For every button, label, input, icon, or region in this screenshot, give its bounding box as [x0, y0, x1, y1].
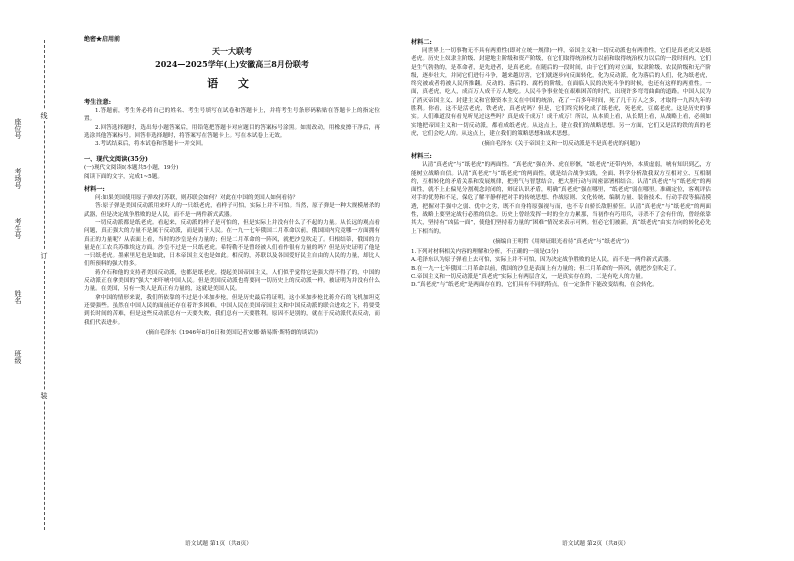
note-item: 3.考试结束后，将本试卷和答题卡一并交回。 — [95, 141, 207, 148]
material-1-label: 材料一: — [84, 186, 105, 194]
material-1-paragraph: 蒋介石和他的支持者美国反动派，也都是纸老虎。提起美国帝国主义，人们似乎觉得它是强大得不得了的，中国的反动派正在拿美国的“强大”来吓唬中国人民。但是美国反动派也将要同一切历史上的反动派一样，被证明为并没有什么力量。在美国，另有一类人是真正有力量的，这就是美国人民。 — [84, 269, 380, 293]
class-field[interactable]: 班级 — [14, 350, 22, 364]
material-3-paragraph: 认清“真老虎”与“纸老虎”的两面性。“真老虎”强在外、虎在形骸，“纸老虎”还带内外，本质虚弱，唬有知识到乙，方能树立战略自信。认清“真老虎”与“纸老虎”的两面性，就是结合战争实践，全面、科学分析敌我双方互相对立、互相制约，互相转化的矛盾关系和发展规律，把勇气与智慧结合，把大胆行动与周密部署相结合。认清“真老虎”与“纸老虎”的两面性，就不上止偏见分割观念封闭的，辩证认识矛盾，明确“真老虎”强在哪里，“纸老虎”弱在哪里。准确定位，客观评估对手的优势和不足，保危了解平静样把对手的传统思想、作战原则、文化传统、编制力量、装备技术、行动手段等搞清摸透，把握对手强中之弱、优中之劣，既不自身将原强视与而，也不专自骄长敌胆骄狂。认清“真老虎”与“纸老虎”的两面性，战略上要坚定战行必胜的信念。历史上曾经发挥一时的全方力累那，当初作有巧用兵，寻杀不了会有什的，曾经依靠其大，坚持有“凶猛一面”，使他们坚持着力量的“困难”情况来表示可辨。恒必它们被新，真“纸老虎”由实力向的转化必先上下相当的。 — [411, 162, 711, 235]
material-3-source: (摘编自王明哲《用辩证眼光看待“真老虎”与“纸老虎”》) — [492, 238, 630, 245]
material-3-label: 材料三: — [411, 153, 432, 161]
material-1-paragraph: 拿中国的情形来说，我们所依靠的不过是小米加步枪，但是历史最后将证明，这小米加步枪比蒋介石的飞机加坦克还要强些。虽然在中国人民的面前还存在着许多困难，中国人民在美国帝国主义和中国反动派的联合进攻之下，将要受到长时间的苦难，但是这些反动派总有一天要失败，我们总有一天要胜利。原因不是别的，就在于反动派代表反动，而我们代表进步。 — [84, 294, 380, 326]
exam-title: 天一大联考 — [212, 46, 252, 56]
material-1-paragraph: 答:原子弹是美国反动派用来吓人的一只纸老虎，看样子可怕，实际上并不可怕。当然，原子弹是一种大规模屠杀的武器，但是决定战争胜败的是人民，而不是一两件新式武器。 — [84, 203, 380, 218]
page-footer-left: 语文试题 第1页（共8页） — [184, 541, 253, 547]
secret-label: 绝密★启用前 — [84, 36, 121, 43]
exam-room-field[interactable]: 考场号 — [14, 168, 22, 189]
right-page — [397, 0, 794, 561]
candidate-number-field[interactable]: 考生号 — [14, 218, 22, 239]
material-2-label: 材料二: — [411, 39, 432, 46]
notes-heading: 考生注意: — [84, 99, 112, 106]
note-item: 2.回答选择题时，选出每小题答案后，用铅笔把答题卡对应题目的答案标号涂黑。如需改动，用橡皮擦干净后，再选涂其他答案标号。回答非选择题时，将答案写在答题卡上。写在本试卷上无效。 — [84, 124, 380, 139]
page-footer-right: 语文试题 第2页（共8页） — [561, 541, 630, 547]
binding-margin — [0, 0, 72, 561]
material-1-paragraph: 问:如果美国使用原子弹攻打苏联，则苏联会如何？对此在中国的美国人如何看待？ — [95, 195, 299, 202]
instructions: 阅读下面的文字，完成1~5题。 — [84, 173, 163, 180]
right-content — [411, 34, 711, 289]
material-1-paragraph: 一切反动派都是纸老虎。看起来，反动派的样子是可怕的，但是实际上并没有什么了不起的力量。从长远的观点看问题，真正强大的力量不是属于反动派，而是属于人民。在一九一七年俄国二月革命以前，俄国国内究竟哪一方面拥有真正的力量呢？从表面上看，当时的沙皇是有力量的；但是二月革命的一阵风，就把沙皇吹走了。归根结蒂，俄国的力量是在工农兵苏维埃这方面。沙皇不过是一只纸老虎。希特勒不是曾经被人们看作很有力量的吗？但是历史证明了他是一只纸老虎。墨索里尼也是如此，日本帝国主义也是如此。相反的，苏联以及各国爱好民主自由的人民的力量，却比人们所预料的强大得多。 — [84, 219, 380, 268]
material-2-paragraph: 同世界上一切事物无不具有两重性(即对立统一规律)一样，帝国主义和一切反动派也有两重性，它们是真老虎又是纸老虎。历史上奴隶主阶级、封建地主阶级和资产阶级，在它们取得统治权力以前和取得统治权力以后的一段时间内，它们是生气勃勃的，是革命者，是先进者，是真老虎。在随后的一段时间，由于它们的对立面，奴隶阶级、农民阶级和无产阶级，逐步壮大，并同它们进行斗争，越来越厉害，它们就逐步向反面转化，化为反动派，化为落后的人们，化为纸老虎，终究被或者将被人民所推翻。反动的、落后的、腐朽的阶级，在面临人民的决死斗争的时候，也还有这样的两重性。一面，真老虎，吃人，成百万人成千万人地吃。人民斗争事业处在艰难困苦的时代，出现许多弯弯曲曲的道路。中国人民为了消灭帝国主义、封建主义和官僚资本主义在中国的统治，花了一百多年时间，死了几千万人之多，才取得一九四九年的胜利。你看，这不是活老虎，铁老虎，真老虎吗？但是，它们终究转化成了纸老虎，死老虎，豆腐老虎。这是历史的事实。人们难道没有看见听见过这些吗？真是成千成万！成千成万！所以，从本质上看，从长期上看，从战略上看，必须如实地把帝国主义和一切反动派，都看成纸老虎。从这点上，建立我们的战略思想。另一方面，它们又是活的铁的真的老虎，它们会吃人的。从这点上，建立我们的策略思想和战术思想。 — [411, 48, 711, 137]
question-1: 1.下列对材料相关内容的理解和分析，不正确的一项是(3分) — [411, 248, 559, 255]
name-field[interactable]: 姓名 — [14, 290, 22, 304]
exam-subtitle: 2024—2025学年(上)安徽高三8月份联考 — [155, 59, 309, 69]
binding-mark-line: 线 — [40, 112, 48, 119]
binding-mark-order: 订 — [40, 252, 48, 259]
section-heading: 一、现代文阅读(35分) — [84, 156, 148, 164]
question-1-option-b[interactable]: B.在一九一七年俄国二月革命以前，俄国的沙皇是表面上有力量的；但二月革命的一阵风，就把沙皇吹走了。 — [411, 265, 680, 272]
note-item: 1.答题前，考生务必将自己的姓名、考生号填写在试卷和答题卡上，并将考生号条形码粘贴在答题卡上的指定位置。 — [84, 108, 380, 123]
seat-number-field[interactable]: 座位号 — [14, 118, 22, 139]
binding-mark-bind: 装 — [40, 392, 48, 399]
subsection-heading: (一)现代文阅读Ⅰ(本题共5小题，19分) — [84, 165, 179, 172]
material-1-source: (摘自毛泽东《1946年8月6日和美国记者安娜·路易斯·斯特朗的谈话》) — [146, 329, 318, 336]
question-1-option-d[interactable]: D.“真老虎”与“纸老虎”是两面存在的，它们具有不同的特点，在一定条件下能改变结构，在会转化。 — [411, 282, 658, 289]
material-2-source: (摘自毛泽东《关于帝国主义和一切反动派是不是真老虎的问题》) — [481, 141, 641, 148]
left-content — [84, 34, 380, 339]
question-1-option-c[interactable]: C.帝国主义和一切反动派是“真老虎”实际上有两层含义，一是真实存在的，二是有吃人的力量。 — [411, 273, 647, 280]
subject-title: 语 文 — [207, 77, 257, 90]
question-1-option-a[interactable]: A.毛泽东认为原子弹看上去可怕，实际上并不可怕，因为决定战争胜败的是人民，而不是一两件新式武器。 — [411, 257, 675, 264]
